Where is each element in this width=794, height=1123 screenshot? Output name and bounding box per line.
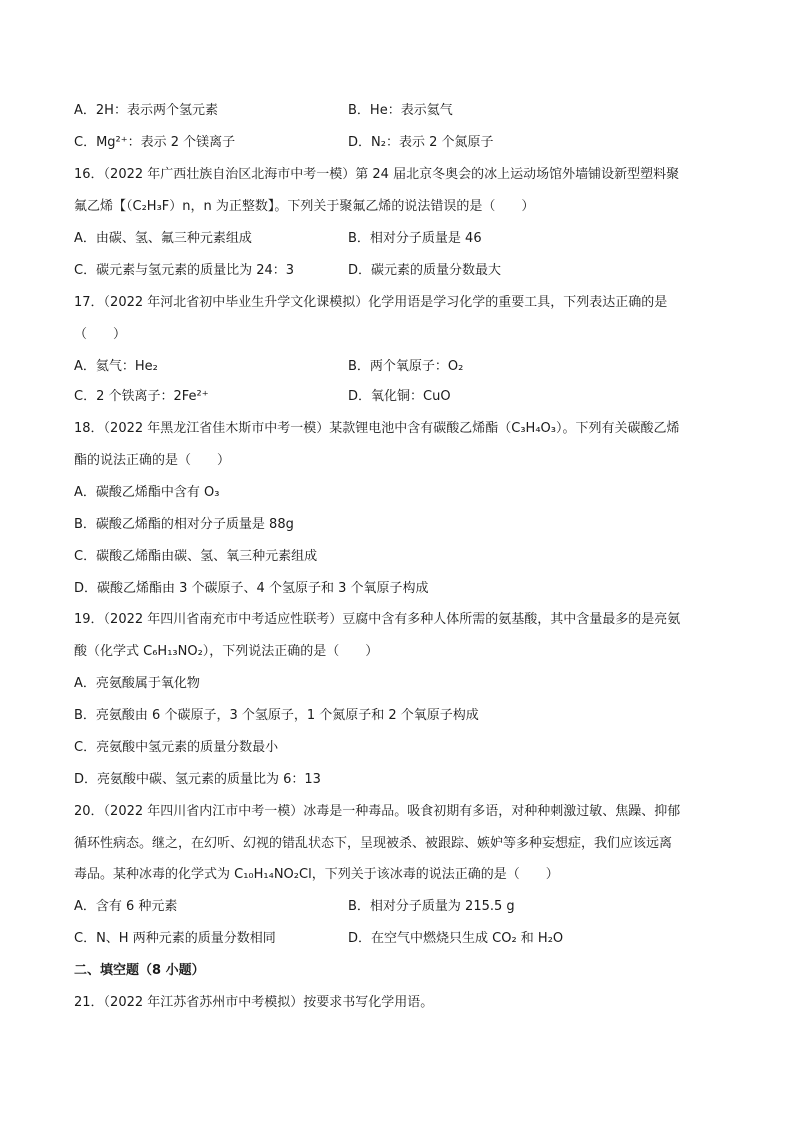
q15-option-a: A．2H：表示两个氢元素	[74, 103, 218, 118]
q20-option-c: C．N、H 两种元素的质量分数相同	[74, 931, 276, 946]
q18-option-c: C．碳酸乙烯酯由碳、氢、氧三种元素组成	[74, 549, 318, 564]
q21-stem-line-1: 21．（2022 年江苏省苏州市中考模拟）按要求书写化学用语。	[74, 995, 434, 1010]
q20-options-row-1	[74, 898, 734, 916]
q18-option-b: B．碳酸乙烯酯的相对分子质量是 88g	[74, 517, 294, 532]
q17-option-b: B．两个氧原子：O₂	[348, 359, 464, 374]
q17-option-d: D．氧化铜：CuO	[348, 389, 451, 404]
q17-options-row-2	[74, 388, 734, 406]
q18-stem-line-1: 18．（2022 年黑龙江省佳木斯市中考一模）某款锂电池中含有碳酸乙烯酯（C₃H₄O₃）。下列有关碳酸乙烯	[74, 421, 680, 436]
q17-option-c: C．2 个铁离子：2Fe²⁺	[74, 389, 209, 404]
q16-options-row-1	[74, 230, 734, 248]
q15-options-row-1	[74, 102, 734, 120]
q16-option-d: D．碳元素的质量分数最大	[348, 263, 502, 278]
q16-stem-line-1: 16．（2022 年广西壮族自治区北海市中考一模）第 24 届北京冬奥会的冰上运动场馆外墙铺设新型塑料聚	[74, 167, 680, 182]
q20-option-d: D．在空气中燃烧只生成 CO₂ 和 H₂O	[348, 931, 564, 946]
q16-options-row-2	[74, 262, 734, 280]
q15-option-d: D．N₂：表示 2 个氮原子	[348, 135, 494, 150]
q17-stem-line-1: 17．（2022 年河北省初中毕业生升学文化课模拟）化学用语是学习化学的重要工具，下列表达正确的是	[74, 295, 668, 310]
q19-option-a: A．亮氨酸属于氧化物	[74, 676, 200, 691]
q20-options-row-2	[74, 930, 734, 948]
q15-option-b: B．He：表示氦气	[348, 103, 453, 118]
q16-option-b: B．相对分子质量是 46	[348, 231, 482, 246]
q20-stem-line-3: 毒品。某种冰毒的化学式为 C₁₀H₁₄NO₂Cl，下列关于该冰毒的说法正确的是（ ）	[74, 867, 559, 882]
q18-option-a: A．碳酸乙烯酯中含有 O₃	[74, 485, 220, 500]
q16-option-c: C．碳元素与氢元素的质量比为 24：3	[74, 263, 295, 278]
q17-stem-line-2: （ ）	[74, 327, 127, 342]
q19-option-b: B．亮氨酸由 6 个碳原子，3 个氢原子，1 个氮原子和 2 个氧原子构成	[74, 708, 479, 723]
q18-stem-line-2: 酯的说法正确的是（ ）	[74, 453, 231, 468]
q15-option-c: C．Mg²⁺：表示 2 个镁离子	[74, 135, 236, 150]
q17-option-a: A．氦气：He₂	[74, 359, 158, 374]
q19-option-d: D．亮氨酸中碳、氢元素的质量比为 6：13	[74, 772, 321, 787]
q18-option-d: D．碳酸乙烯酯由 3 个碳原子、4 个氢原子和 3 个氧原子构成	[74, 581, 429, 596]
q16-option-a: A．由碳、氢、氟三种元素组成	[74, 231, 252, 246]
q20-option-b: B．相对分子质量为 215.5 g	[348, 899, 515, 914]
q15-options-row-2	[74, 134, 734, 152]
q17-options-row-1	[74, 358, 734, 376]
q19-stem-line-1: 19．（2022 年四川省南充市中考适应性联考）豆腐中含有多种人体所需的氨基酸，其中含量最多的是亮氨	[74, 612, 681, 627]
q19-option-c: C．亮氨酸中氢元素的质量分数最小	[74, 740, 279, 755]
q20-option-a: A．含有 6 种元素	[74, 899, 178, 914]
section-heading: 二、填空题（8 小题）	[74, 963, 205, 978]
q16-stem-line-2: 氟乙烯【（C₂H₃F）n，n 为正整数】。下列关于聚氟乙烯的说法错误的是（ ）	[74, 199, 535, 214]
q20-stem-line-2: 循环性病态。继之，在幻听、幻视的错乱状态下，呈现被杀、被跟踪、嫉妒等多种妄想症，我们应该远离	[74, 836, 673, 851]
q19-stem-line-2: 酸（化学式 C₆H₁₃NO₂），下列说法正确的是（ ）	[74, 644, 379, 659]
q20-stem-line-1: 20．（2022 年四川省内江市中考一模）冰毒是一种毒品。吸食初期有多语，对种种刺激过敏、焦躁、抑郁	[74, 804, 681, 819]
